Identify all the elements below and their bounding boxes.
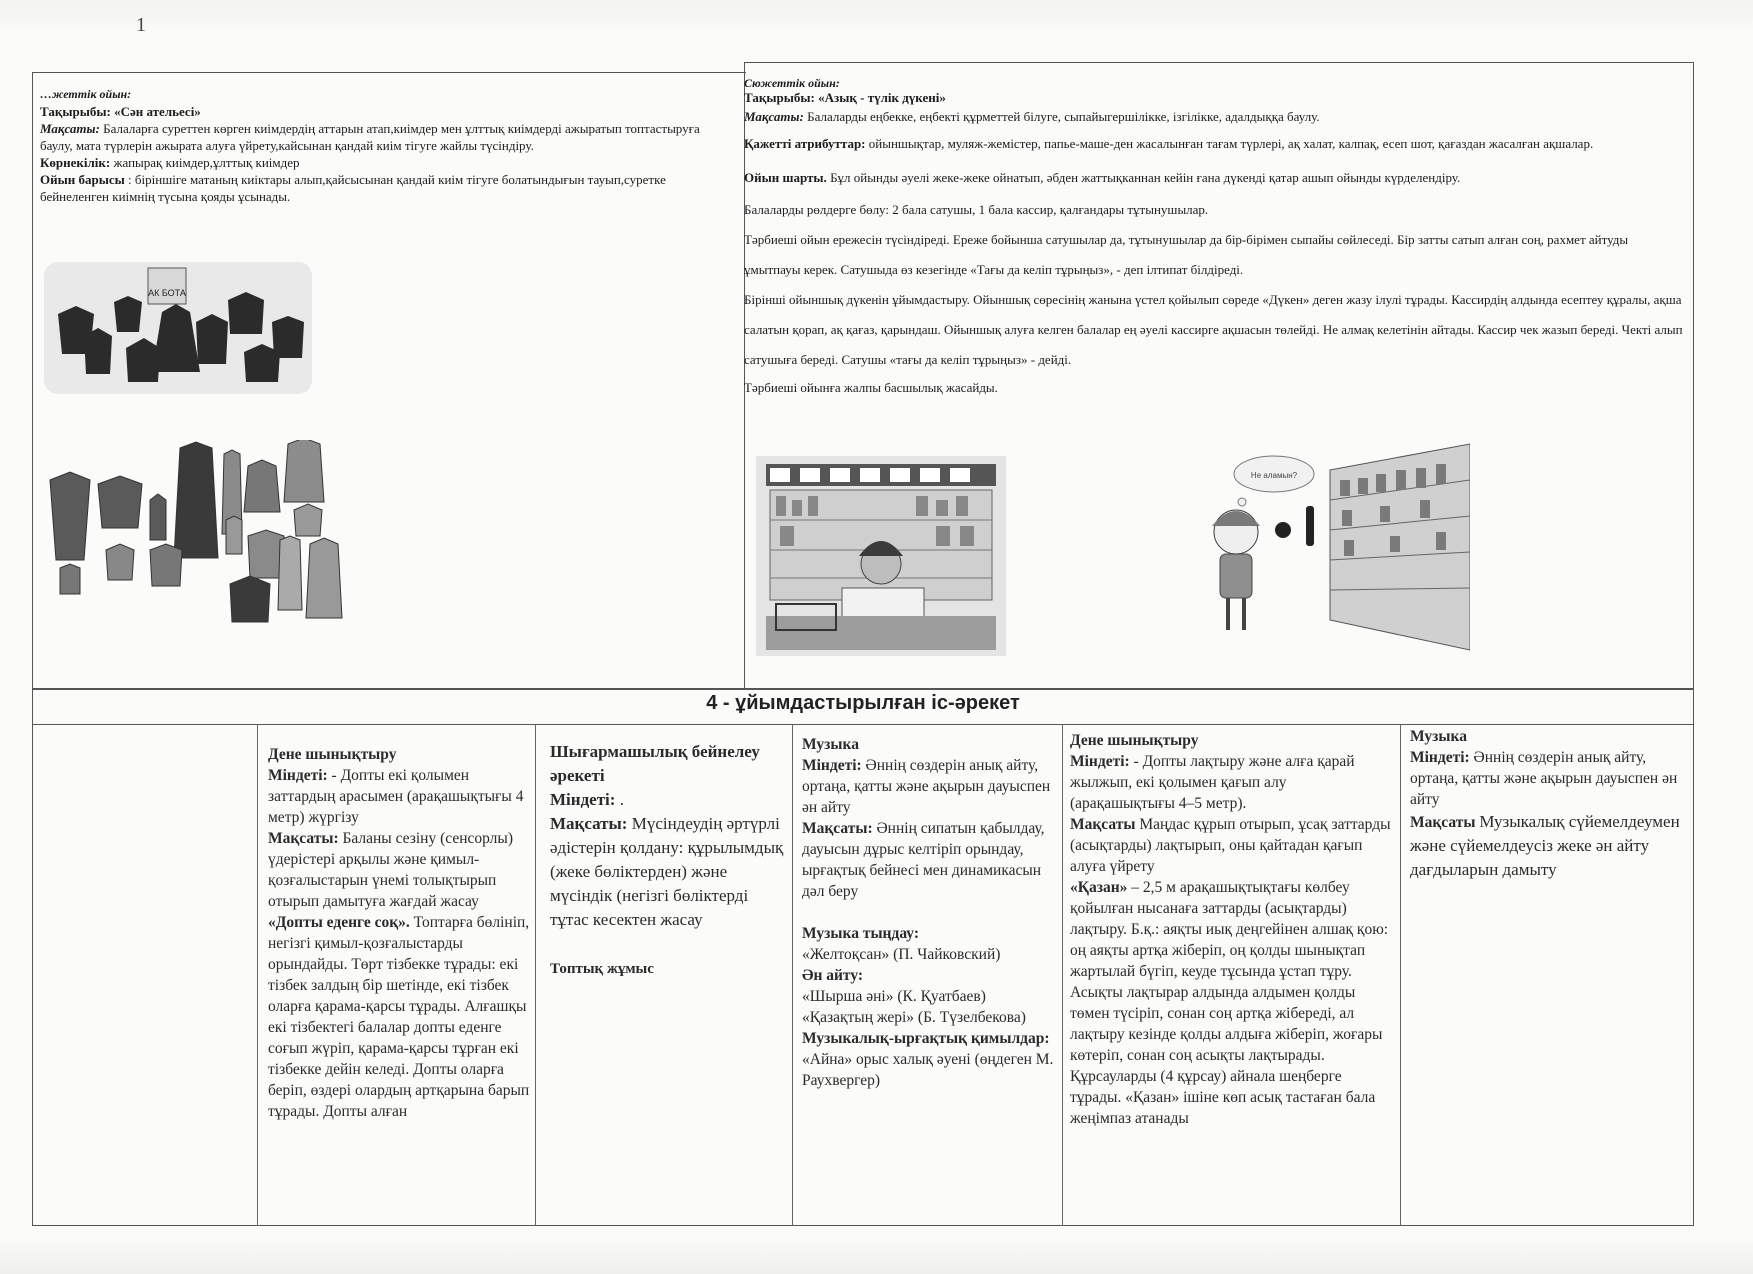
left-goal-text: Балаларға суреттен көрген киімдердің аттарын атап,киімдер мен ұлттық киімдерді ажыратып топтастыруға баулу, мата түрлерін ажырата алуға үйрету,кайсынан қандай киім тігуге жайлы түсіндіру. bbox=[40, 121, 700, 153]
right-p4: Тәрбиеші ойынға жалпы басшылық жасайды. bbox=[744, 380, 998, 395]
right-attr-label: Қажетті атрибуттар: bbox=[744, 136, 866, 151]
girl-shelf-picture bbox=[1180, 440, 1470, 654]
right-rule-text: Бұл ойынды әуелі жеке-жеке ойнатып, әбден жаттықканнан кейін ғана дүкенді қатар ашып ойынды күрделендіру. bbox=[830, 170, 1461, 185]
bottle-icon bbox=[1306, 506, 1314, 546]
column-5-head: Музыка bbox=[1410, 728, 1467, 745]
column-4-head: Дене шынықтыру bbox=[1070, 732, 1199, 749]
column-5-goal-text: Музыкалық сүйемелдеумен және сүйемелдеусіз жеке ән айту дағдыларын дамыту bbox=[1410, 812, 1680, 879]
column-2-task-label: Міндеті: bbox=[550, 790, 616, 809]
column-3-move-text: «Айна» орыс халық әуені (өңдеген М. Раухвергер) bbox=[802, 1051, 1054, 1089]
right-p2: Тәрбиеші ойын ережесін түсіндіреді. Ереже бойынша сатушылар да, тұтынушылар да бір-бірімен сыпайы сөйлеседі. Бір затты сатып алған соң, рахмет айтуды ұмытпауы керек. Сатушыда өз кезегінде «Тағы да келіп тұрыңыз», - деп ілтипат білдіреді. bbox=[744, 232, 1629, 277]
column-3-goal-label: Мақсаты: bbox=[802, 820, 873, 837]
column-3-move-label: Музыкалық-ырғақтық қимылдар: bbox=[802, 1030, 1050, 1047]
column-2-head: Шығармашылық бейнелеу әрекеті bbox=[550, 742, 760, 785]
right-p3: Бірінші ойыншық дүкенін ұйымдастыру. Ойыншық сөресінің жанына үстел қойылып сөреде «Дүкен» деген жазу ілулі тұрады. Кассирдің алдында есептеу құралы, ақша салатын қорап, ақ қағаз, қарындаш. Ойыншық алуға келген балалар ең әуелі кассирге ақшасын төлейді. Не алмақ келетінін айтады. Кассир чек жазып береді. Чекті алып сатушыға береді. Сатушы «тағы да келіп тұрыңыз» - дейді. bbox=[744, 292, 1683, 367]
column-4 bbox=[1070, 730, 1392, 1129]
column-3-sing-2: «Қазақтың жері» (Б. Түзелбекова) bbox=[802, 1009, 1026, 1026]
column-5 bbox=[1410, 726, 1688, 882]
left-process-text: : біріншіге матаның киіктары алып,қайсысынан қандай киім тігуге болатындығын тауып,суретке бейнеленген киімнің түсына қояды ұсынады. bbox=[40, 172, 666, 204]
column-5-task-text: Әннің сөздерін анық айту, ортаңа, қатты және ақырын дауыспен ән айту bbox=[1410, 749, 1678, 808]
column-4-game-title: «Қазан» bbox=[1070, 879, 1128, 896]
column-3-head: Музыка bbox=[802, 736, 859, 753]
column-1-head: Дене шынықтыру bbox=[268, 746, 397, 763]
column-4-task-text: - Допты лақтыру және алға қарай жылжып, екі қолымен қағып алу (арақашықтығы 4–5 метр). bbox=[1070, 753, 1355, 812]
right-game-text bbox=[744, 76, 1684, 401]
right-title-value: «Азық - түлік дүкені» bbox=[818, 90, 946, 105]
speech-bubble-text: Не аламын? bbox=[1250, 471, 1298, 480]
left-game-type: …жеттік ойын: bbox=[40, 87, 132, 101]
column-5-task-label: Міндеті: bbox=[1410, 749, 1470, 766]
section-title: 4 - ұйымдастырылған іс-әрекет bbox=[706, 692, 1020, 714]
logo-text: АК БОТА bbox=[148, 288, 186, 298]
column-divider bbox=[535, 724, 536, 1226]
column-1-task-label: Міндеті: bbox=[268, 767, 328, 784]
right-attr-text: ойыншықтар, муляж-жемістер, папье-маше-ден жасалынған тағам түрлері, ақ халат, калпақ, есеп шот, қағаздан жасалған ақшалар. bbox=[868, 136, 1594, 151]
left-visual-text: жапырақ киімдер,ұлттық киімдер bbox=[113, 155, 300, 170]
column-4-goal-text: Маңдас құрып отырып, ұсақ заттарды (асықтарды) лақтырып, оны қайтадан қағып алуға үйрету bbox=[1070, 816, 1391, 875]
column-3 bbox=[802, 734, 1054, 1091]
column-3-listen-label: Музыка тыңдау: bbox=[802, 925, 919, 942]
column-2 bbox=[550, 740, 786, 981]
left-game-text bbox=[40, 86, 730, 205]
column-4-game-text: – 2,5 м арақашықтықтағы көлбеу қойылған нысанаға заттарды (асықтарды) лақтыру. Б.қ.: аяқты иық деңгейінен алшақ қою: оң аяқты артқа жіберіп, оң қолды шынықтап жартылай бүгіп, кеуде тұсында ұстап тұру. Асықты лақтырар алдында алдымен қолды төмен түсіріп, сонан соң артқа жібереді, ал лақтыру кезінде қолды алдыға жіберіп, жоғары көтеріп, сонан соң асықты лақтырады. Құрсауларды (4 құрсау) айнала шеңберге тұрады. «Қазан» ішіне көп асық тастаған бала жеңімпаз атанады bbox=[1070, 879, 1389, 1127]
column-3-listen-text: «Желтоқсан» (П. Чайковский) bbox=[802, 946, 1001, 963]
column-3-task-label: Міндеті: bbox=[802, 757, 862, 774]
column-3-goal-text: Әннің сипатын қабылдау, дауысын дұрыс келтіріп орындау, ырғақтық бейнесі мен динамикасын дәл беру bbox=[802, 820, 1045, 900]
corner-mark: 1 bbox=[136, 14, 146, 36]
column-1-task-text: - Допты екі қолымен заттардың арасымен (арақашықтығы 4 метр) жүргізу bbox=[268, 767, 524, 826]
right-game-type: Сюжеттік ойын: bbox=[744, 76, 840, 90]
right-goal-text: Балаларды еңбекке, еңбекті құрметтей білуге, сыпайыгершілікке, ізгілікке, адалдыққа баулу. bbox=[807, 109, 1320, 124]
column-1-goal-label: Мақсаты: bbox=[268, 830, 339, 847]
column-5-goal-label: Мақсаты bbox=[1410, 814, 1476, 831]
column-4-task-label: Міндеті: bbox=[1070, 753, 1130, 770]
left-process-label: Ойын барысы bbox=[40, 172, 125, 187]
column-1-game-text: Топтарға бөлініп, негізгі қимыл-қозғалыстарды орындайды. Төрт тізбекке тұрады: екі тізбек залдың бір шетінде, екі тізбек оларға қарама-қарсы тұрады. Алғашқы екі тізбектегі балалар допты еденге соғып жүріп, қарама-қарсы тұрған екі тізбекке дейін келеді. Допты оларға беріп, өздері олардың артқарына барып тұрады. Допты алған bbox=[268, 914, 530, 1120]
column-4-goal-label: Мақсаты bbox=[1070, 816, 1136, 833]
right-goal-label: Мақсаты: bbox=[744, 109, 804, 124]
left-title-label: Тақырыбы: bbox=[40, 104, 111, 119]
left-visual-label: Көрнекілік: bbox=[40, 155, 111, 170]
column-1-goal-text: Баланы сезіну (сенсорлы) үдерістері арқылы және қимыл- қозғалыстарын үнемі толықтырып отырып дамытуға жағдай жасау bbox=[268, 830, 513, 910]
column-divider bbox=[1400, 724, 1401, 1226]
column-3-task-text: Әннің сөздерін анық айту, ортаңа, қатты және ақырын дауыспен ән айту bbox=[802, 757, 1051, 816]
clothes-picture-2 bbox=[44, 440, 354, 630]
section-divider bbox=[32, 724, 1694, 725]
column-3-sing-label: Ән айту: bbox=[802, 967, 864, 984]
clothes-picture-1 bbox=[44, 262, 312, 394]
left-title-value: «Сән ательесі» bbox=[114, 104, 201, 119]
column-1-game-title: «Допты еденге соқ». bbox=[268, 914, 410, 931]
column-2-task-text: . bbox=[619, 790, 624, 809]
right-p1: Балаларды рөлдерге бөлу: 2 бала сатушы, 1 бала кассир, қалғандары тұтынушылар. bbox=[744, 202, 1209, 217]
column-2-goal-label: Мақсаты: bbox=[550, 814, 628, 833]
column-2-group-work: Топтық жұмыс bbox=[550, 961, 654, 977]
column-1 bbox=[268, 744, 530, 1122]
right-title-label: Тақырыбы: bbox=[744, 90, 815, 105]
column-divider bbox=[1062, 724, 1063, 1226]
column-divider bbox=[792, 724, 793, 1226]
column-divider bbox=[257, 724, 258, 1226]
column-2-goal-text: Мүсіндеудің әртүрлі әдістерін қолдану: құрылымдық (жеке бөліктерден) және мүсіндік (негізгі бөліктерді тұтас кесектен жасау bbox=[550, 814, 784, 929]
right-rule-label: Ойын шарты. bbox=[744, 170, 827, 185]
shop-picture bbox=[756, 456, 1006, 656]
column-3-sing-1: «Шырша әні» (К. Қуатбаев) bbox=[802, 988, 986, 1005]
left-goal-label: Мақсаты: bbox=[40, 121, 100, 136]
